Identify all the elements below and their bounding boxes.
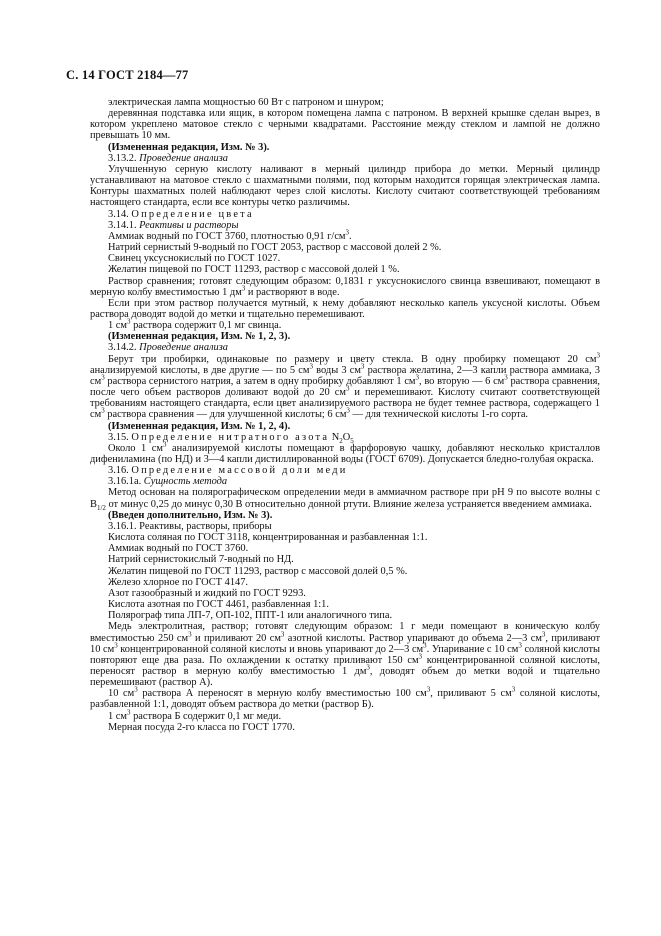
paragraph: Медь электролитная, раствор; готовят следующим образом: 1 г меди помещают в коническую колбу вместимостью 250 $см^3$ и приливают 20 $см^3$ азотной кислоты. Раствор упаривают до объема 2—3 $см^3$, приливают 10 $см^3$ концентрированной соляной кислоты и вновь упаривают до 2—3 $см^3$. Упаривание с 10 $см^3$ соляной кислоты повторяют еще два раза. По охлаждении к остатку приливают 150 $см^3$ концентрированной соляной кислоты, переносят раствор в мерную колбу вместимостью 1 $дм^3$, доводят объем до метки водой и тщательно перемешивают (раствор А). xyxy=(90,621,600,689)
paragraph: 3.14. Определение цвета xyxy=(108,208,254,220)
paragraph: деревянная подставка или ящик, в котором помещена лампа с патроном. В верхней крышке сделан вырез, в котором укреплено матовое стекло с черными квадратами. Расстояние между стеклом и лампой не должно превышать 10 мм. xyxy=(90,108,600,142)
page-header: С. 14 ГОСТ 2184—77 xyxy=(66,68,189,82)
paragraph: 3.15. Определение нитратного азота $N_2O_5$ xyxy=(108,431,354,445)
paragraph: 10 $см^3$ раствора А переносят в мерную колбу вместимостью 100 $см^3$, приливают 5 $см^3$ соляной кислоты, разбавленной 1:1, доводят объем раствора до метки (раствор Б). xyxy=(90,685,600,711)
paragraph: Мерная посуда 2-го класса по ГОСТ 1770. xyxy=(108,721,295,733)
paragraph: Желатин пищевой по ГОСТ 11293, раствор с массовой долей 1 %. xyxy=(108,264,400,276)
paragraph: Натрий сернистокислый 7-водный по НД. xyxy=(108,554,294,566)
paragraph: электрическая лампа мощностью 60 Вт с патроном и шнуром; xyxy=(108,97,384,108)
paragraph: Желатин пищевой по ГОСТ 11293, раствор с массовой долей 0,5 %. xyxy=(108,565,408,577)
paragraph: 3.14.2. Проведение анализа xyxy=(108,342,229,354)
paragraph: 3.16.1а. Сущность метода xyxy=(108,476,228,488)
paragraph: 3.16. Определение массовой доли меди xyxy=(108,465,348,477)
paragraph: Свинец уксуснокислый по ГОСТ 1027. xyxy=(108,253,281,265)
paragraph: 3.16.1. Реактивы, растворы, приборы xyxy=(108,520,272,532)
paragraph: Кислота азотная по ГОСТ 4461, разбавленная 1:1. xyxy=(108,599,329,611)
paragraph: (Введен дополнительно, Изм. № 3). xyxy=(108,509,273,521)
paragraph: Аммиак водный по ГОСТ 3760, плотностью 0,91 $г/см^3$. xyxy=(108,228,352,242)
paragraph: Берут три пробирки, одинаковые по размеру и цвету стекла. В одну пробирку помещают 20 $см^3$ анализируемой кислоты, в две другие — по 5 $см^3$ воды 3 $см^3$ раствора желатина, 2—3 капли раствора аммиака, 3 $см^3$ раствора сернистого натрия, а затем в одну пробирку добавляют 1 $см^3$, во вторую — 6 $см^3$ раствора сравнения, после чего объем растворов доливают водой до 20 $см^3$ и перемешивают. Кислоту считают соответствующей требованиям настоящего стандарта, если цвет анализируемого раствора не будет темнее раствора, содержащего 1 $см^3$ раствора сравнения — для улучшенной кислоты; 6 $см^3$ — для технической кислоты 1-го сорта. xyxy=(90,351,600,421)
paragraph: 1 $см^3$ раствора Б содержит 0,1 мг меди. xyxy=(108,708,282,722)
body-text xyxy=(90,97,600,733)
paragraph: 1 $см^3$ раствора содержит 0,1 мг свинца. xyxy=(108,317,282,332)
paragraph: (Измененная редакция, Изм. № 1, 2, 3). xyxy=(108,331,291,343)
paragraph: Полярограф типа ЛП-7, ОП-102, ППТ-1 или аналогичного типа. xyxy=(108,610,393,622)
paragraph: Около 1 $см^3$ анализируемой кислоты помещают в фарфоровую чашку, добавляют несколько кристаллов дифениламина (по НД) и 3—4 капли дистиллированной воды (ГОСТ 6709). Допускается бледно-голубая окраска. xyxy=(90,440,600,465)
paragraph: 3.14.1. Реактивы и растворы xyxy=(108,219,239,231)
paragraph: Аммиак водный по ГОСТ 3760. xyxy=(108,543,249,555)
paragraph: Железо хлорное по ГОСТ 4147. xyxy=(108,576,249,588)
paragraph: (Измененная редакция, Изм. № 3). xyxy=(108,141,270,153)
paragraph: Кислота соляная по ГОСТ 3118, концентрированная и разбавленная 1:1. xyxy=(108,532,428,544)
paragraph: Азот газообразный и жидкий по ГОСТ 9293. xyxy=(108,587,306,599)
paragraph: Натрий сернистый 9-водный по ГОСТ 2053, раствор с массовой долей 2 %. xyxy=(108,242,442,254)
paragraph: Если при этом раствор получается мутный, к нему добавляют несколько капель уксусной кислоты. Объем раствора доводят водой до метки и тщательно перемешивают. xyxy=(90,297,600,320)
paragraph: (Измененная редакция, Изм. № 1, 2, 4). xyxy=(108,420,291,432)
paragraph: Улучшенную серную кислоту наливают в мерный цилиндр прибора до метки. Мерный цилиндр устанавливают на матовое стекло с шахматными полями, под которым находится горящая электрическая лампа. Контуры шахматных полей наблюдают через слой кислоты. Кислоту считают соответствующей требованиям настоящего стандарта, если все контуры четко различимы. xyxy=(90,163,600,209)
paragraph: Раствор сравнения; готовят следующим образом: 0,1831 г уксуснокислого свинца взвешивают, помещают в мерную колбу вместимостью 1 $дм^3$ и растворяют в воде. xyxy=(90,275,600,298)
paragraph: 3.13.2. Проведение анализа xyxy=(108,152,229,164)
paragraph: Метод основан на полярографическом определении меди в аммиачном растворе при pH 9 по высоте волны с $B_{1/2}$ от минус 0,25 до минус 0,30 В относительно донной ртути. Влияние железа устраняется введением аммиака. xyxy=(90,487,600,512)
